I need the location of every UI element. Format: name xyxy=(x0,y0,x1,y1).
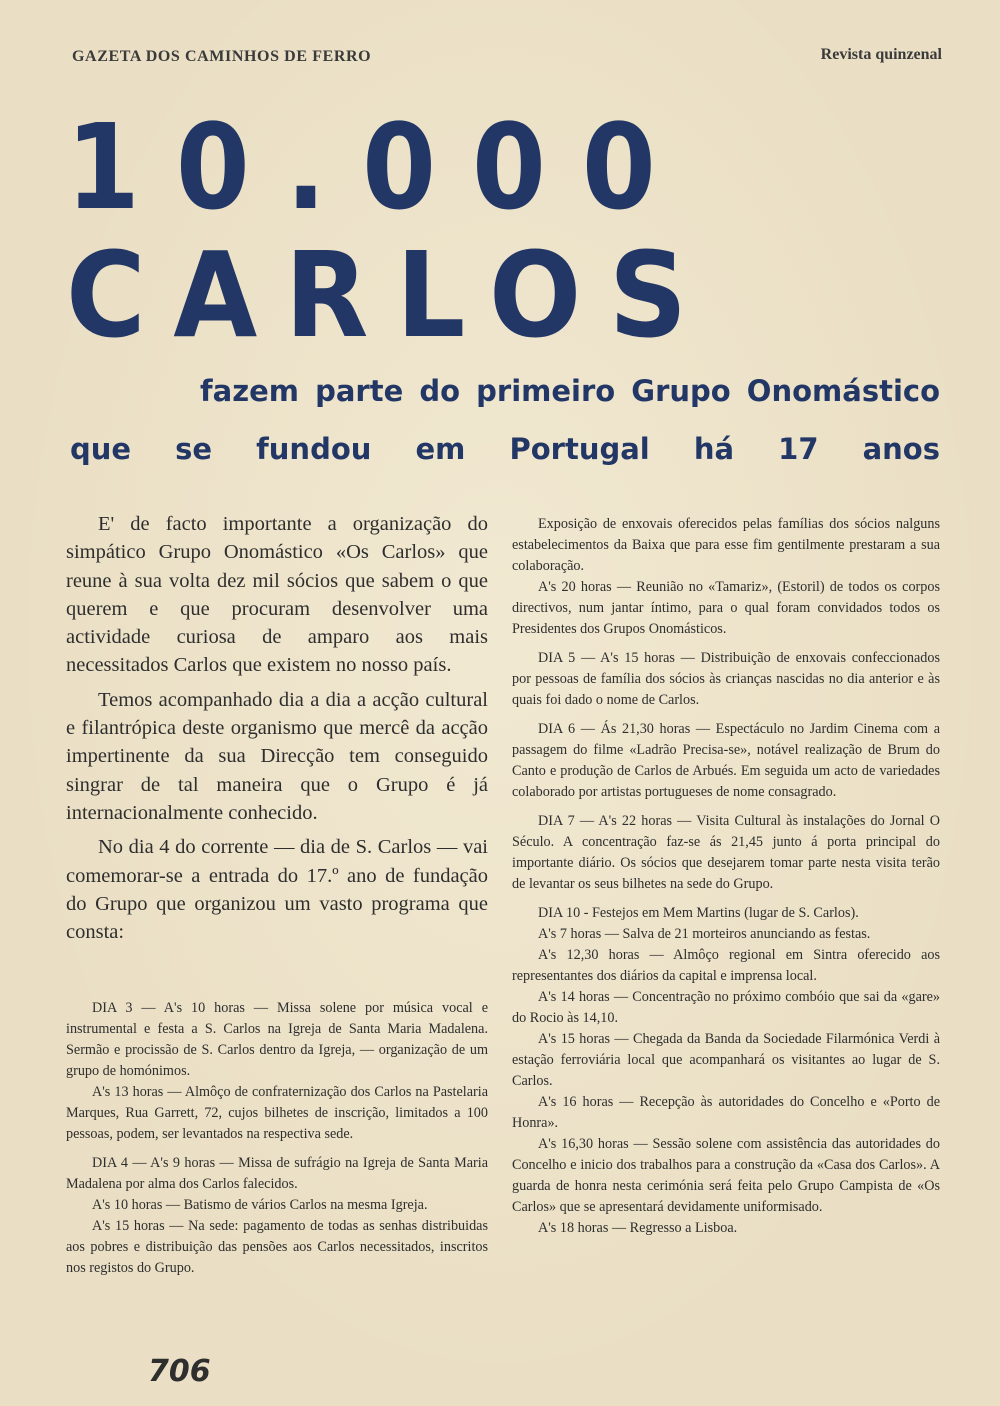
headline-number: 10.000 xyxy=(66,98,692,236)
program-entry: A's 18 horas — Regresso a Lisboa. xyxy=(538,1220,738,1236)
subtitle-line-1: fazem parte do primeiro Grupo Onomástico xyxy=(200,374,940,408)
program-entry: A's 15 horas — Na sede: pagamento de todas as senhas distribuidas aos pobres e distribuição das pensões aos Carlos necessitados, inscritos nos registos do Grupo. xyxy=(66,1218,488,1276)
intro-paragraph: Temos acompanhado dia a dia a acção cultural e filantrópica deste organismo que mercê da acção impertinente da sua Direcção tem conseguido singrar de tal maneira que o Grupo é já internacionalmente conhecido. xyxy=(66,688,488,824)
program-entry: A's 20 horas — Reunião no «Tamariz», (Estoril) de todos os corpos directivos, num jantar íntimo, para o qual foram convidados todos os Presidentes dos Grupos Onomásticos. xyxy=(512,579,940,637)
publication-title: GAZETA DOS CAMINHOS DE FERRO xyxy=(72,48,372,65)
intro-paragraph: No dia 4 do corrente — dia de S. Carlos — vai comemorar-se a entrada do 17.º ano de fundação do Grupo que organizou um vasto programa que consta: xyxy=(66,836,488,944)
publication-frequency: Revista quinzenal xyxy=(820,46,942,63)
program-entry: A's 12,30 horas — Almôço regional em Sintra oferecido aos representantes dos diários da capital e imprensa local. xyxy=(512,947,940,984)
program-entry: DIA 5 — A's 15 horas — Distribuição de enxovais confeccionados por pessoas de família dos sócios às crianças nascidas no dia anterior e às quais foi dado o nome de Carlos. xyxy=(512,650,940,708)
program-entry: A's 15 horas — Chegada da Banda da Sociedade Filarmónica Verdi à estação ferroviária local que acompanhará os visitantes ao lugar de S. Carlos. xyxy=(512,1031,940,1089)
program-entry: A's 16,30 horas — Sessão solene com assistência das autoridades do Concelho e inicio dos trabalhos para a construção da «Casa dos Carlos». A guarda de honra nesta cerimónia será feita pelo Grupo Campista de «Os Carlos» que se apresentará devidamente uniformisado. xyxy=(512,1136,940,1215)
program-entry: DIA 6 — Ás 21,30 horas — Espectáculo no Jardim Cinema com a passagem do filme «Ladrão Precisa-se», notável realização de Brum do Canto e produção de Carlos de Arbués. Em seguida um acto de variedades colaborado por artistas portugueses de nome consagrado. xyxy=(512,721,940,800)
program-entry: A's 10 horas — Batismo de vários Carlos na mesma Igreja. xyxy=(92,1197,428,1213)
program-entry: DIA 4 — A's 9 horas — Missa de sufrágio na Igreja de Santa Maria Madalena por alma dos Carlos falecidos. xyxy=(66,1155,488,1192)
program-left-column xyxy=(66,998,488,1279)
program-entry: A's 14 horas — Concentração no próximo combóio que sai da «gare» do Rocio às 14,10. xyxy=(512,989,940,1026)
page-number: 706 xyxy=(148,1354,211,1389)
program-entry: A's 7 horas — Salva de 21 morteiros anunciando as festas. xyxy=(538,926,871,942)
intro-column xyxy=(66,510,488,952)
headline-name: CARLOS xyxy=(66,226,715,364)
program-entry: DIA 10 - Festejos em Mem Martins (lugar de S. Carlos). xyxy=(538,905,859,921)
program-entry: DIA 7 — A's 22 horas — Visita Cultural às instalações do Jornal O Século. A concentração faz-se ás 21,45 junto á porta principal do importante diário. Os sócios que desejarem tomar parte nesta visita terão de levantar os seus bilhetes na sede do Grupo. xyxy=(512,813,940,892)
intro-paragraph: E' de facto importante a organização do simpático Grupo Onomástico «Os Carlos» que reune à sua volta dez mil sócios que sabem o que querem e que procuram desenvolver uma actividade curiosa de amparo aos mais necessitados Carlos que existem no nosso país. xyxy=(66,513,488,677)
program-entry: A's 16 horas — Recepção às autoridades do Concelho e «Porto de Honra». xyxy=(512,1094,940,1131)
program-entry: Exposição de enxovais oferecidos pelas famílias dos sócios nalguns estabelecimentos da Baixa que para esse fim gentilmente prestaram a sua colaboração. xyxy=(512,516,940,574)
program-entry: A's 13 horas — Almôço de confraternização dos Carlos na Pastelaria Marques, Rua Garrett, 72, cujos bilhetes de inscrição, limitados a 100 pessoas, podem, ser levantados na respectiva sede. xyxy=(66,1084,488,1142)
program-entry: DIA 3 — A's 10 horas — Missa solene por música vocal e instrumental e festa a S. Carlos na Igreja de Santa Maria Madalena. Sermão e procissão de S. Carlos dentro da Igreja, — organização de um grupo de homónimos. xyxy=(66,1000,488,1079)
subtitle-line-2: que se fundou em Portugal há 17 anos xyxy=(69,432,940,466)
program-right-column xyxy=(512,514,940,1239)
